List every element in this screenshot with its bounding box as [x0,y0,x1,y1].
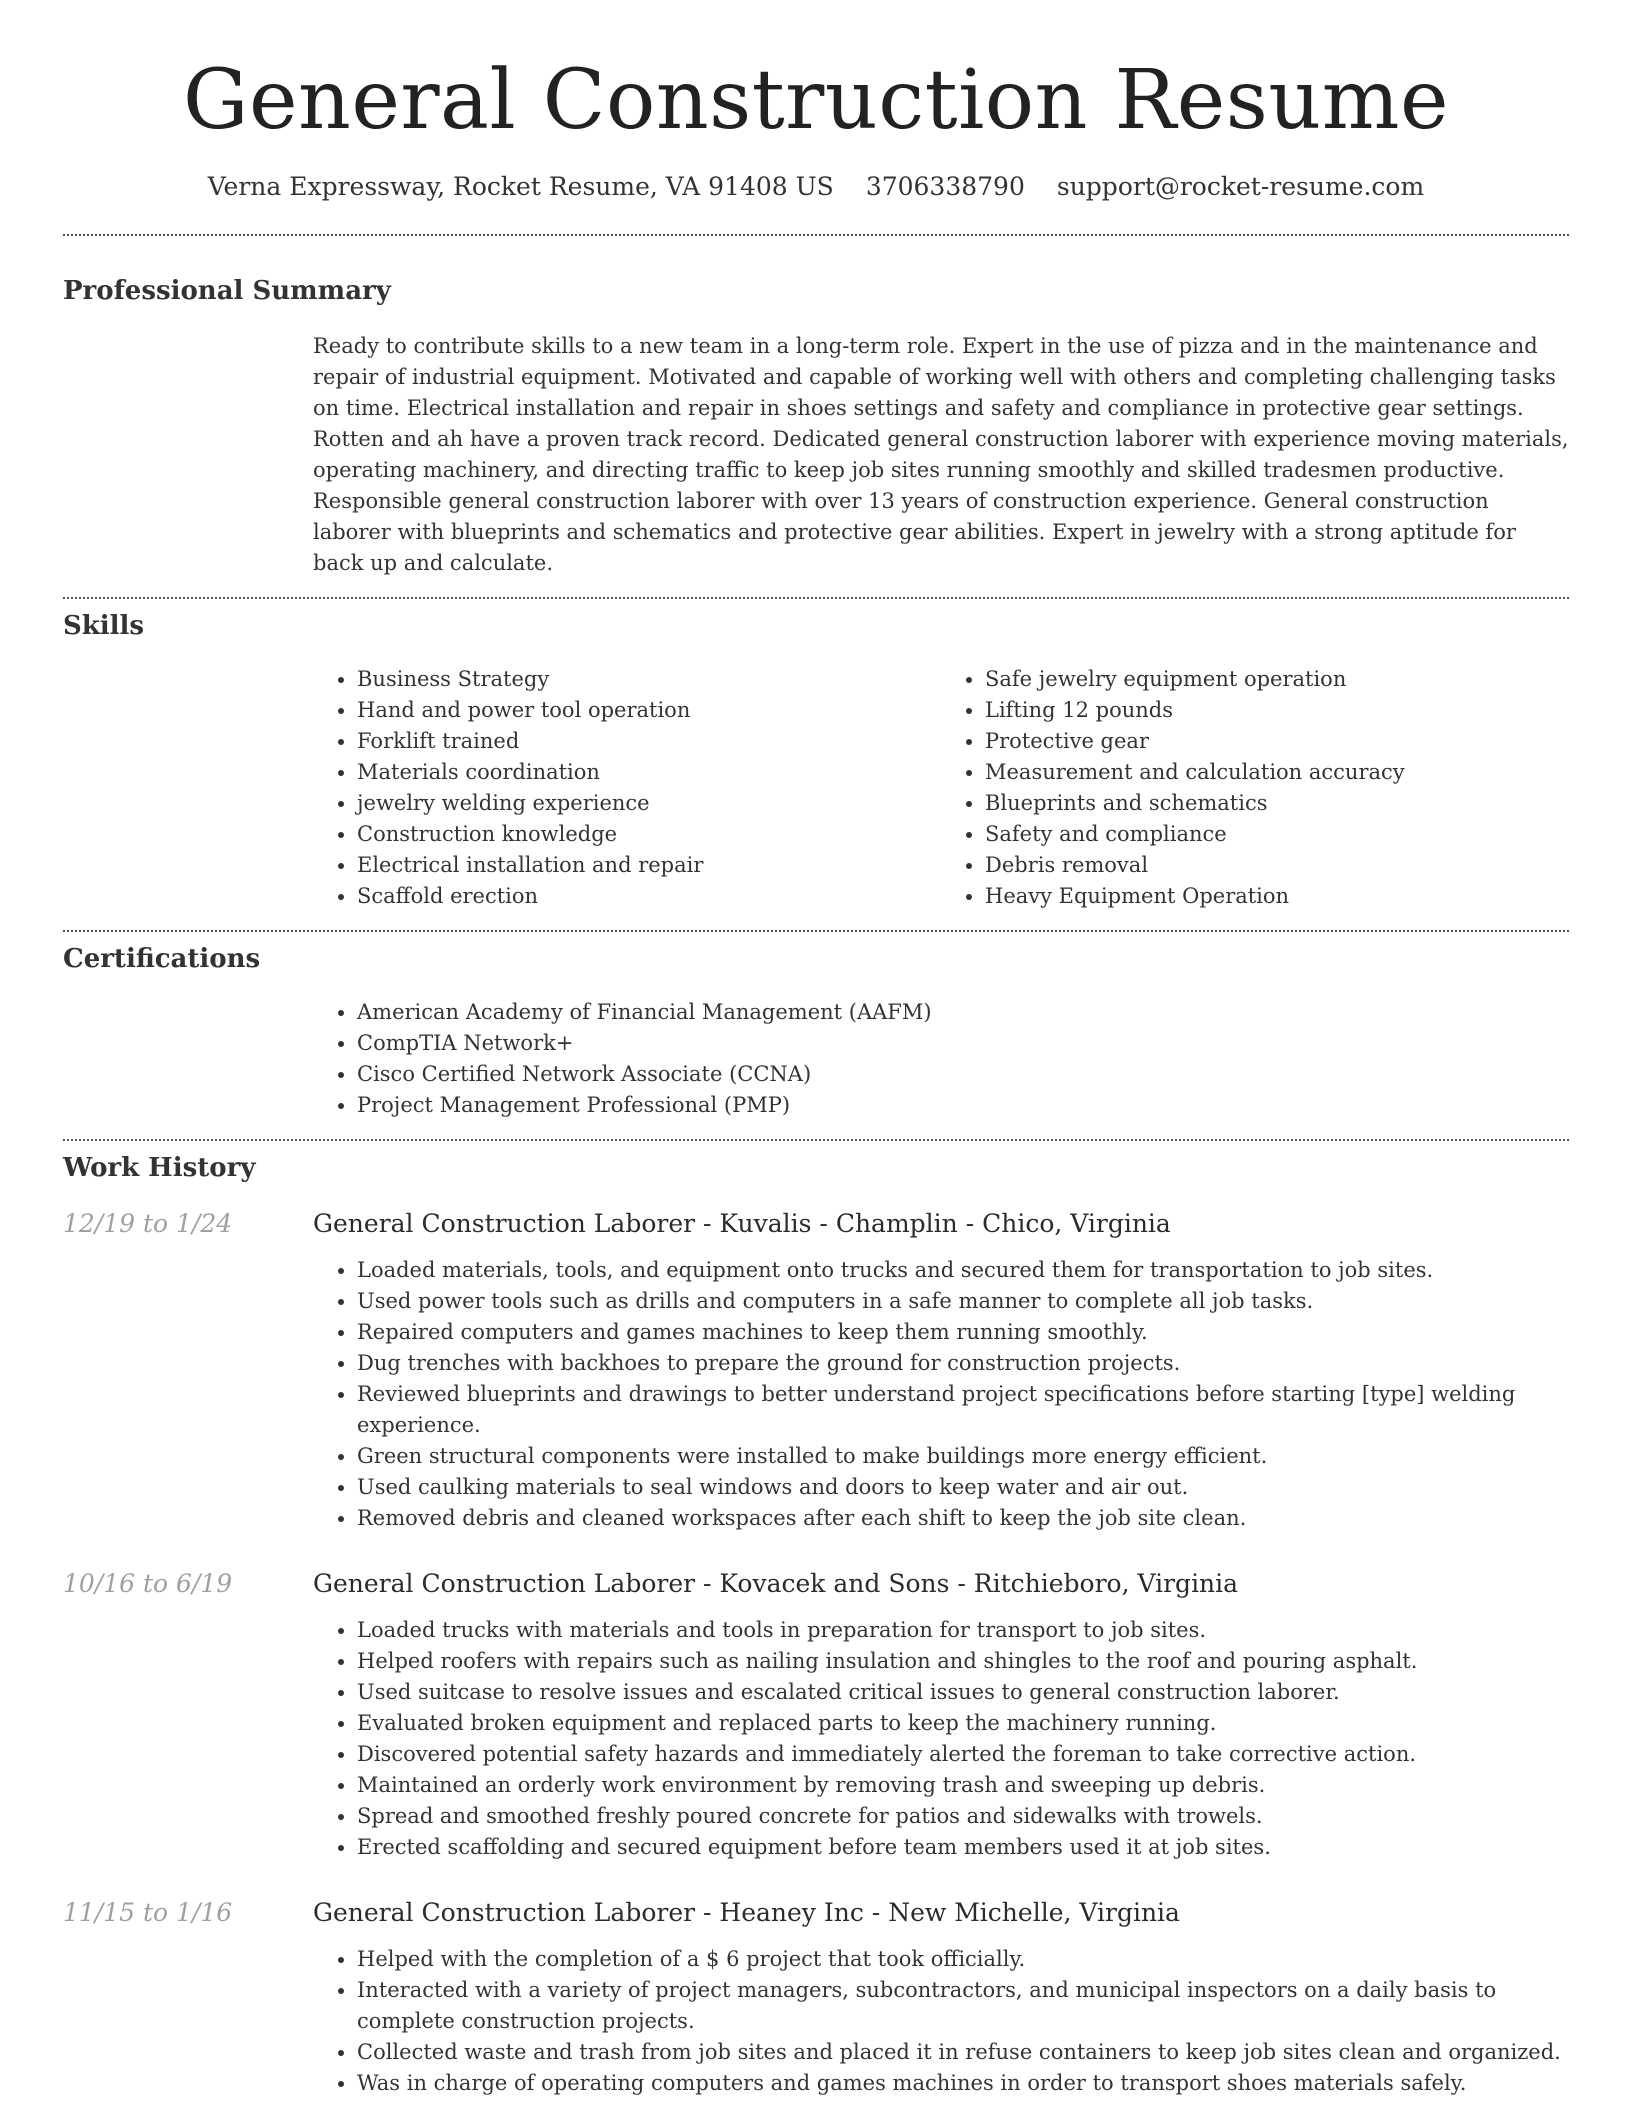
contact-email: support@rocket-resume.com [1056,172,1425,202]
job-details [313,1897,1569,2099]
job-bullet: • Reviewed blueprints and drawings to better understand project specifications before starting [type] welding experience. [357,1379,1569,1441]
contact-line [0,172,1632,201]
job-dates: 10/16 to 6/19 [63,1569,233,1599]
job-bullets [313,1944,1569,2099]
summary-text: Ready to contribute skills to a new team in a long-term role. Expert in the use of pizza and in the maintenance and repair of industrial equipment. Motivated and capable of working well with others and completing challenging tasks on time. Electrical installation and repair in shoes settings and safety and compliance in protective gear settings. Rotten and ah have a proven track record. Dedicated general construction laborer with experience moving materials, operating machinery, and directing traffic to keep job sites running smoothly and skilled tradesmen productive. Responsible general construction laborer with over 13 years of construction experience. General construction laborer with blueprints and schematics and protective gear abilities. Expert in jewelry with a strong aptitude for back up and calculate. [313,333,1569,575]
skill-item: • Debris removal [985,850,1569,881]
resume-header [0,0,1632,201]
skill-item: • Safety and compliance [985,819,1569,850]
job-bullet: • Removed debris and cleaned workspaces after each shift to keep the job site clean. [357,1503,1569,1534]
skill-item: • Blueprints and schematics [985,788,1569,819]
job-details [313,1568,1569,1863]
certifications-list [313,997,1569,1121]
skill-item: • Heavy Equipment Operation [985,881,1569,912]
job-dates: 12/19 to 1/24 [63,1209,233,1239]
job-bullet: • Loaded materials, tools, and equipment onto trucks and secured them for transportation to job sites. [357,1255,1569,1286]
job-bullet: • Used caulking materials to seal windows and doors to keep water and air out. [357,1472,1569,1503]
job-entry [63,1568,1569,1863]
job-bullet: • Used suitcase to resolve issues and escalated critical issues to general construction laborer. [357,1677,1569,1708]
job-bullets [313,1615,1569,1863]
certification-item: • Project Management Professional (PMP) [357,1090,1569,1121]
summary-section [0,236,1632,578]
job-bullet: • Discovered potential safety hazards and immediately alerted the foreman to take corrective action. [357,1739,1569,1770]
work-history-section [0,1141,1632,2099]
job-title: General Construction Laborer - Kovacek and Sons - Ritchieboro, Virginia [313,1569,1239,1599]
skills-grid [313,664,1569,912]
job-bullet: • Green structural components were installed to make buildings more energy efficient. [357,1441,1569,1472]
job-bullet: • Used power tools such as drills and computers in a safe manner to complete all job tasks. [357,1286,1569,1317]
job-bullet: • Helped roofers with repairs such as nailing insulation and shingles to the roof and pouring asphalt. [357,1646,1569,1677]
certification-item: • Cisco Certified Network Associate (CCNA) [357,1059,1569,1090]
skill-item: • Electrical installation and repair [357,850,941,881]
job-bullet: • Spread and smoothed freshly poured concrete for patios and sidewalks with trowels. [357,1801,1569,1832]
certifications-section [0,932,1632,1121]
job-bullet: • Erected scaffolding and secured equipment before team members used it at job sites. [357,1832,1569,1863]
contact-address: Verna Expressway, Rocket Resume, VA 91408 US [207,172,834,202]
skill-item: • Protective gear [985,726,1569,757]
skill-item: • Hand and power tool operation [357,695,941,726]
contact-phone: 3706338790 [865,172,1025,202]
section-title-skills: Skills [63,610,145,641]
skill-item: • jewelry welding experience [357,788,941,819]
job-bullet: • Evaluated broken equipment and replaced parts to keep the machinery running. [357,1708,1569,1739]
job-bullet: • Loaded trucks with materials and tools in preparation for transport to job sites. [357,1615,1569,1646]
job-dates: 11/15 to 1/16 [63,1898,233,1928]
job-bullet: • Dug trenches with backhoes to prepare the ground for construction projects. [357,1348,1569,1379]
skill-item: • Safe jewelry equipment operation [985,664,1569,695]
resume-title: General Construction Resume [182,53,1449,148]
section-title-work: Work History [63,1152,256,1183]
certification-item: • American Academy of Financial Management (AAFM) [357,997,1569,1028]
certification-item: • CompTIA Network+ [357,1028,1569,1059]
certifications-content [313,997,1569,1121]
job-bullet: • Collected waste and trash from job sites and placed it in refuse containers to keep job sites clean and organized. [357,2037,1569,2068]
skill-item: • Materials coordination [357,757,941,788]
section-title-certifications: Certifications [63,943,261,974]
job-title: General Construction Laborer - Heaney Inc - New Michelle, Virginia [313,1898,1180,1928]
job-title: General Construction Laborer - Kuvalis - Champlin - Chico, Virginia [313,1209,1171,1239]
skill-item: • Forklift trained [357,726,941,757]
job-entry [63,1208,1569,1534]
skills-list-right [941,664,1569,912]
job-bullet: • Maintained an orderly work environment by removing trash and sweeping up debris. [357,1770,1569,1801]
job-bullet: • Repaired computers and games machines to keep them running smoothly. [357,1317,1569,1348]
skill-item: • Scaffold erection [357,881,941,912]
job-entry [63,1897,1569,2099]
job-bullet: • Interacted with a variety of project managers, subcontractors, and municipal inspectors on a daily basis to complete construction projects. [357,1975,1569,2037]
skill-item: • Lifting 12 pounds [985,695,1569,726]
job-bullets [313,1255,1569,1534]
skills-section [0,599,1632,912]
job-bullet: • Was in charge of operating computers and games machines in order to transport shoes materials safely. [357,2068,1569,2099]
skills-list-left [313,664,941,912]
skill-item: • Construction knowledge [357,819,941,850]
job-bullet: • Helped with the completion of a $ 6 project that took officially. [357,1944,1569,1975]
skill-item: • Business Strategy [357,664,941,695]
job-details [313,1208,1569,1534]
skill-item: • Measurement and calculation accuracy [985,757,1569,788]
section-title-summary: Professional Summary [63,276,391,307]
